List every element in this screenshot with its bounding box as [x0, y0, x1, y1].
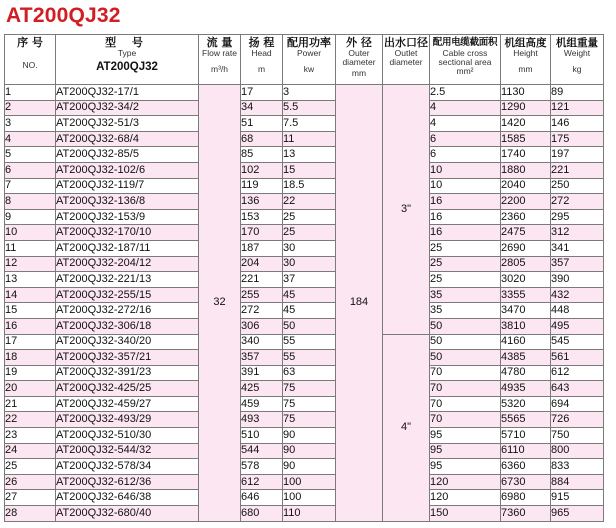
cell-cable: 95	[430, 428, 501, 444]
cell-weight: 146	[551, 116, 604, 132]
table-row	[5, 506, 604, 522]
cell-height: 5320	[501, 396, 551, 412]
cell-height: 2040	[501, 178, 551, 194]
cell-weight: 121	[551, 100, 604, 116]
cell-head: 34	[241, 100, 283, 116]
cell-no: 22	[5, 412, 56, 428]
cell-cable: 16	[430, 194, 501, 210]
table-row	[5, 147, 604, 163]
cell-head: 170	[241, 225, 283, 241]
header-weight-en: Weight	[563, 48, 591, 58]
cell-height: 4935	[501, 381, 551, 397]
cell-power: 55	[283, 334, 336, 350]
table-row	[5, 381, 604, 397]
cell-model: AT200QJ32-272/16	[56, 303, 199, 319]
header-head-unit: m	[257, 64, 266, 74]
cell-model: AT200QJ32-255/15	[56, 287, 199, 303]
header-outlet-zh: 出水口径	[384, 36, 428, 49]
cell-power: 75	[283, 381, 336, 397]
cell-weight: 750	[551, 428, 604, 444]
cell-head: 255	[241, 287, 283, 303]
cell-cable: 70	[430, 365, 501, 381]
cell-cable: 16	[430, 225, 501, 241]
cell-weight: 197	[551, 147, 604, 163]
header-height	[501, 35, 551, 85]
cell-weight: 545	[551, 334, 604, 350]
cell-no: 23	[5, 428, 56, 444]
cell-weight: 726	[551, 412, 604, 428]
cell-height: 1290	[501, 100, 551, 116]
cell-height: 3355	[501, 287, 551, 303]
cell-cable: 95	[430, 443, 501, 459]
cell-head: 357	[241, 350, 283, 366]
cell-no: 3	[5, 116, 56, 132]
cell-cable: 70	[430, 381, 501, 397]
cell-cable: 70	[430, 412, 501, 428]
cell-weight: 89	[551, 85, 604, 101]
cell-height: 6980	[501, 490, 551, 506]
cell-power: 75	[283, 396, 336, 412]
header-no	[5, 35, 56, 85]
cell-weight: 312	[551, 225, 604, 241]
cell-weight: 390	[551, 272, 604, 288]
table-row	[5, 256, 604, 272]
cell-cable: 16	[430, 209, 501, 225]
table-row	[5, 459, 604, 475]
cell-cable: 10	[430, 162, 501, 178]
cell-head: 51	[241, 116, 283, 132]
header-type-model: AT200QJ32	[96, 61, 158, 73]
table-row	[5, 443, 604, 459]
table-row	[5, 287, 604, 303]
cell-head: 102	[241, 162, 283, 178]
cell-power: 63	[283, 365, 336, 381]
cell-height: 1740	[501, 147, 551, 163]
cell-height: 1880	[501, 162, 551, 178]
cell-power: 18.5	[283, 178, 336, 194]
cell-head: 578	[241, 459, 283, 475]
cell-cable: 25	[430, 256, 501, 272]
cell-head: 119	[241, 178, 283, 194]
header-power-zh: 配用功率	[287, 36, 331, 49]
table-row	[5, 85, 604, 101]
cell-cable: 95	[430, 459, 501, 475]
header-height-zh: 机组高度	[504, 37, 547, 49]
cell-height: 6730	[501, 474, 551, 490]
cell-weight: 295	[551, 209, 604, 225]
cell-head: 646	[241, 490, 283, 506]
cell-height: 4160	[501, 334, 551, 350]
cell-head: 510	[241, 428, 283, 444]
cell-model: AT200QJ32-340/20	[56, 334, 199, 350]
cell-power: 11	[283, 131, 336, 147]
header-power-unit: kw	[303, 64, 315, 74]
cell-no: 26	[5, 474, 56, 490]
header-cable-en1: Cable cross	[442, 48, 488, 58]
cell-height: 5710	[501, 428, 551, 444]
table-row	[5, 116, 604, 132]
cell-head: 136	[241, 194, 283, 210]
cell-power: 45	[283, 303, 336, 319]
cell-height: 2690	[501, 240, 551, 256]
cell-head: 391	[241, 365, 283, 381]
header-type-zh: 型 号	[105, 36, 149, 49]
cell-power: 75	[283, 412, 336, 428]
cell-no: 24	[5, 443, 56, 459]
cell-power: 110	[283, 506, 336, 522]
cell-weight: 448	[551, 303, 604, 319]
table-row	[5, 131, 604, 147]
table-row	[5, 178, 604, 194]
cell-model: AT200QJ32-680/40	[56, 506, 199, 522]
cell-height: 2360	[501, 209, 551, 225]
cell-weight: 250	[551, 178, 604, 194]
cell-no: 21	[5, 396, 56, 412]
header-weight	[551, 35, 604, 85]
header-power	[283, 35, 336, 85]
cell-power: 30	[283, 256, 336, 272]
cell-model: AT200QJ32-34/2	[56, 100, 199, 116]
table-row	[5, 474, 604, 490]
cell-cable: 2.5	[430, 85, 501, 101]
cell-outlet-diameter-2: 4"	[383, 334, 430, 521]
cell-model: AT200QJ32-544/32	[56, 443, 199, 459]
table-header	[5, 35, 604, 85]
cell-model: AT200QJ32-391/23	[56, 365, 199, 381]
cell-head: 187	[241, 240, 283, 256]
cell-no: 9	[5, 209, 56, 225]
header-weight-unit: kg	[572, 64, 582, 74]
cell-weight: 175	[551, 131, 604, 147]
cell-no: 20	[5, 381, 56, 397]
cell-height: 4385	[501, 350, 551, 366]
table-row	[5, 412, 604, 428]
cell-head: 493	[241, 412, 283, 428]
cell-model: AT200QJ32-51/3	[56, 116, 199, 132]
cell-head: 680	[241, 506, 283, 522]
cell-power: 22	[283, 194, 336, 210]
cell-weight: 221	[551, 162, 604, 178]
cell-cable: 70	[430, 396, 501, 412]
header-head-zh: 扬 程	[248, 36, 275, 49]
cell-head: 272	[241, 303, 283, 319]
cell-height: 3470	[501, 303, 551, 319]
cell-no: 14	[5, 287, 56, 303]
cell-model: AT200QJ32-646/38	[56, 490, 199, 506]
cell-model: AT200QJ32-85/5	[56, 147, 199, 163]
cell-model: AT200QJ32-187/11	[56, 240, 199, 256]
cell-no: 10	[5, 225, 56, 241]
table-row	[5, 162, 604, 178]
cell-no: 6	[5, 162, 56, 178]
cell-no: 11	[5, 240, 56, 256]
cell-no: 2	[5, 100, 56, 116]
table-row	[5, 209, 604, 225]
cell-cable: 50	[430, 350, 501, 366]
header-type-en: Type	[117, 48, 137, 58]
cell-model: AT200QJ32-578/34	[56, 459, 199, 475]
cell-model: AT200QJ32-17/1	[56, 85, 199, 101]
cell-height: 4780	[501, 365, 551, 381]
cell-power: 90	[283, 428, 336, 444]
cell-power: 55	[283, 350, 336, 366]
cell-cable: 6	[430, 131, 501, 147]
cell-power: 25	[283, 209, 336, 225]
cell-height: 2200	[501, 194, 551, 210]
cell-model: AT200QJ32-68/4	[56, 131, 199, 147]
cell-no: 25	[5, 459, 56, 475]
cell-model: AT200QJ32-221/13	[56, 272, 199, 288]
cell-weight: 612	[551, 365, 604, 381]
cell-weight: 643	[551, 381, 604, 397]
cell-weight: 694	[551, 396, 604, 412]
cell-cable: 120	[430, 490, 501, 506]
header-outer-en1: Outer	[348, 48, 370, 58]
cell-weight: 495	[551, 318, 604, 334]
cell-power: 50	[283, 318, 336, 334]
cell-model: AT200QJ32-153/9	[56, 209, 199, 225]
cell-cable: 150	[430, 506, 501, 522]
cell-head: 306	[241, 318, 283, 334]
cell-no: 28	[5, 506, 56, 522]
table-row	[5, 240, 604, 256]
cell-no: 12	[5, 256, 56, 272]
table-row	[5, 334, 604, 350]
header-outer-en2: diameter	[342, 57, 376, 67]
table-row	[5, 225, 604, 241]
cell-weight: 561	[551, 350, 604, 366]
cell-head: 85	[241, 147, 283, 163]
cell-no: 15	[5, 303, 56, 319]
cell-outlet-diameter-1: 3"	[383, 85, 430, 335]
cell-weight: 357	[551, 256, 604, 272]
cell-cable: 50	[430, 334, 501, 350]
cell-cable: 4	[430, 100, 501, 116]
cell-cable: 6	[430, 147, 501, 163]
cell-height: 7360	[501, 506, 551, 522]
cell-no: 18	[5, 350, 56, 366]
cell-weight: 272	[551, 194, 604, 210]
header-power-en: Power	[296, 48, 322, 58]
cell-head: 153	[241, 209, 283, 225]
cell-head: 340	[241, 334, 283, 350]
cell-height: 6110	[501, 443, 551, 459]
cell-cable: 10	[430, 178, 501, 194]
cell-head: 459	[241, 396, 283, 412]
cell-height: 2805	[501, 256, 551, 272]
cell-power: 25	[283, 225, 336, 241]
cell-model: AT200QJ32-612/36	[56, 474, 199, 490]
header-head-en: Head	[251, 48, 272, 58]
table-row	[5, 272, 604, 288]
cell-power: 90	[283, 443, 336, 459]
cell-no: 13	[5, 272, 56, 288]
cell-cable: 35	[430, 287, 501, 303]
cell-no: 5	[5, 147, 56, 163]
table-row	[5, 428, 604, 444]
header-head	[241, 35, 283, 85]
cell-weight: 915	[551, 490, 604, 506]
cell-head: 425	[241, 381, 283, 397]
cell-no: 1	[5, 85, 56, 101]
cell-power: 100	[283, 474, 336, 490]
cell-head: 221	[241, 272, 283, 288]
table-row	[5, 303, 604, 319]
cell-no: 19	[5, 365, 56, 381]
cell-model: AT200QJ32-306/18	[56, 318, 199, 334]
cell-model: AT200QJ32-170/10	[56, 225, 199, 241]
cell-height: 3810	[501, 318, 551, 334]
table-row	[5, 396, 604, 412]
table-row	[5, 194, 604, 210]
cell-outer-diameter: 184	[336, 85, 383, 522]
cell-flow-rate: 32	[199, 85, 241, 522]
header-height-unit: mm	[518, 64, 533, 74]
header-outer-zh: 外 径	[346, 36, 372, 49]
cell-cable: 4	[430, 116, 501, 132]
cell-weight: 833	[551, 459, 604, 475]
header-height-en: Height	[513, 48, 538, 58]
header-cable-en2: sectional area	[438, 57, 492, 67]
table-row	[5, 365, 604, 381]
cell-height: 6360	[501, 459, 551, 475]
cell-power: 100	[283, 490, 336, 506]
cell-power: 3	[283, 85, 336, 101]
cell-height: 1130	[501, 85, 551, 101]
cell-power: 30	[283, 240, 336, 256]
header-cable	[430, 35, 501, 85]
header-weight-zh: 机组重量	[556, 37, 598, 49]
header-type	[56, 35, 199, 85]
header-cable-zh: 配用电缆截面积	[432, 37, 498, 48]
cell-power: 45	[283, 287, 336, 303]
cell-no: 17	[5, 334, 56, 350]
table-row	[5, 100, 604, 116]
table-row	[5, 318, 604, 334]
cell-weight: 432	[551, 287, 604, 303]
cell-power: 90	[283, 459, 336, 475]
cell-weight: 884	[551, 474, 604, 490]
header-outlet-en2: diameter	[389, 57, 423, 67]
cell-cable: 120	[430, 474, 501, 490]
cell-model: AT200QJ32-136/8	[56, 194, 199, 210]
cell-head: 612	[241, 474, 283, 490]
header-flow-en: Flow rate	[202, 48, 237, 58]
header-flow	[199, 35, 241, 85]
table-row	[5, 490, 604, 506]
cell-no: 16	[5, 318, 56, 334]
cell-cable: 25	[430, 272, 501, 288]
cell-head: 204	[241, 256, 283, 272]
cell-no: 27	[5, 490, 56, 506]
cell-height: 1420	[501, 116, 551, 132]
cell-model: AT200QJ32-493/29	[56, 412, 199, 428]
cell-height: 1585	[501, 131, 551, 147]
cell-height: 3020	[501, 272, 551, 288]
header-no-en: NO.	[22, 60, 38, 70]
cell-head: 68	[241, 131, 283, 147]
cell-weight: 965	[551, 506, 604, 522]
page-title: AT200QJ32	[6, 4, 121, 27]
cell-power: 37	[283, 272, 336, 288]
header-no-zh: 序 号	[17, 36, 43, 49]
cell-no: 4	[5, 131, 56, 147]
cell-model: AT200QJ32-425/25	[56, 381, 199, 397]
cell-weight: 341	[551, 240, 604, 256]
cell-cable: 35	[430, 303, 501, 319]
cell-power: 7.5	[283, 116, 336, 132]
cell-model: AT200QJ32-459/27	[56, 396, 199, 412]
header-outer-unit: mm	[351, 68, 367, 78]
cell-no: 7	[5, 178, 56, 194]
header-flow-unit: m³/h	[211, 64, 228, 74]
cell-cable: 50	[430, 318, 501, 334]
cell-model: AT200QJ32-119/7	[56, 178, 199, 194]
cell-power: 5.5	[283, 100, 336, 116]
cell-power: 13	[283, 147, 336, 163]
cell-height: 5565	[501, 412, 551, 428]
cell-height: 2475	[501, 225, 551, 241]
cell-power: 15	[283, 162, 336, 178]
header-flow-zh: 流 量	[206, 36, 233, 49]
cell-head: 17	[241, 85, 283, 101]
header-outlet	[383, 35, 430, 85]
header-cable-unit: mm²	[456, 66, 474, 76]
table-row	[5, 350, 604, 366]
cell-no: 8	[5, 194, 56, 210]
cell-model: AT200QJ32-510/30	[56, 428, 199, 444]
cell-head: 544	[241, 443, 283, 459]
cell-weight: 800	[551, 443, 604, 459]
cell-cable: 25	[430, 240, 501, 256]
spec-table	[4, 34, 604, 522]
table-body	[5, 85, 604, 522]
cell-model: AT200QJ32-204/12	[56, 256, 199, 272]
header-outlet-en1: Outlet	[394, 48, 418, 58]
cell-model: AT200QJ32-102/6	[56, 162, 199, 178]
cell-model: AT200QJ32-357/21	[56, 350, 199, 366]
header-outer	[336, 35, 383, 85]
